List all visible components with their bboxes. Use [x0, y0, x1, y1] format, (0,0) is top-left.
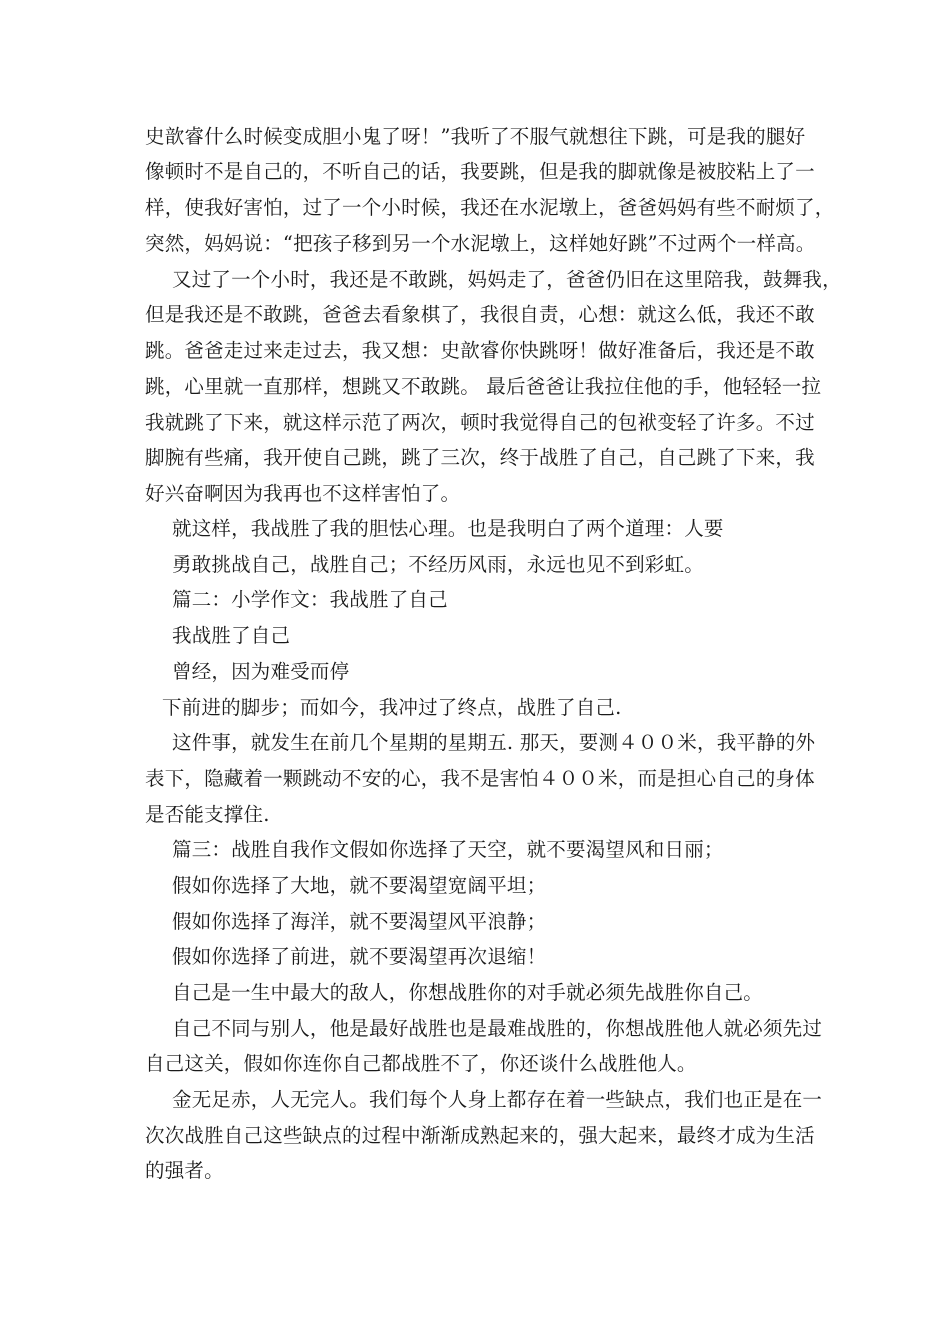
text-line: 次次战胜自己这些缺点的过程中渐渐成熟起来的，强大起来，最终才成为生活 [145, 1124, 815, 1147]
text-line: 自己不同与别人，他是最好战胜也是最难战胜的，你想战胜他人就必须先过 [172, 1017, 823, 1040]
text-line: 像顿时不是自己的，不听自己的话，我要跳，但是我的脚就像是被胶粘上了一 [145, 160, 815, 183]
text-line: 就这样，我战胜了我的胆怯心理。也是我明白了两个道理：人要 [172, 517, 724, 540]
text-line: 我战胜了自己 [172, 624, 291, 647]
text-line: 假如你选择了海洋，就不要渴望风平浪静； [172, 910, 547, 933]
text-line: 的强者。 [145, 1159, 224, 1182]
text-line: 样，使我好害怕，过了一个小时候，我还在水泥墩上，爸爸妈妈有些不耐烦了， [145, 196, 835, 219]
text-line: 我就跳了下来，就这样示范了两次，顿时我觉得自己的包袱变轻了许多。不过 [145, 411, 815, 434]
text-line: 但是我还是不敢跳，爸爸去看象棋了，我很自责，心想：就这么低，我还不敢 [145, 303, 815, 326]
text-line: 脚腕有些痛，我开使自己跳，跳了三次，终于战胜了自己，自己跳了下来，我 [145, 446, 815, 469]
text-line: 史歆睿什么时候变成胆小鬼了呀！”我听了不服气就想往下跳，可是我的腿好 [145, 125, 806, 148]
section-heading: 篇二：小学作文：我战胜了自己 [172, 588, 448, 611]
text-line: 自己这关，假如你连你自己都战胜不了，你还谈什么战胜他人。 [145, 1052, 697, 1075]
text-line: 表下，隐藏着一颗跳动不安的心，我不是害怕４００米，而是担心自己的身体 [145, 767, 815, 790]
section-heading: 篇三：战胜自我作文假如你选择了天空，就不要渴望风和日丽； [172, 838, 724, 861]
text-line: 下前进的脚步；而如今，我冲过了终点，战胜了自己. [162, 696, 622, 719]
text-line: 又过了一个小时，我还是不敢跳，妈妈走了，爸爸仍旧在这里陪我，鼓舞我， [172, 268, 842, 291]
text-line: 假如你选择了大地，就不要渴望宽阔平坦； [172, 874, 547, 897]
text-line: 这件事，就发生在前几个星期的星期五. 那天，要测４００米，我平静的外 [172, 731, 816, 754]
text-line: 好兴奋啊因为我再也不这样害怕了。 [145, 482, 461, 505]
text-line: 突然，妈妈说：“把孩子移到另一个水泥墩上，这样她好跳”不过两个一样高。 [145, 232, 816, 255]
text-line: 跳，心里就一直那样，想跳又不敢跳。 最后爸爸让我拉住他的手，他轻轻一拉 [145, 375, 822, 398]
text-line: 跳。爸爸走过来走过去，我又想：史歆睿你快跳呀！做好准备后，我还是不敢 [145, 339, 815, 362]
text-line: 假如你选择了前进，就不要渴望再次退缩！ [172, 945, 547, 968]
text-line: 金无足赤，人无完人。我们每个人身上都存在着一些缺点，我们也正是在一 [172, 1088, 823, 1111]
text-line: 自己是一生中最大的敌人，你想战胜你的对手就必须先战胜你自己。 [172, 981, 764, 1004]
text-line: 是否能支撑住. [145, 803, 270, 826]
text-line: 勇敢挑战自己，战胜自己；不经历风雨，永远也见不到彩虹。 [172, 553, 704, 576]
text-line: 曾经，因为难受而停 [172, 660, 350, 683]
